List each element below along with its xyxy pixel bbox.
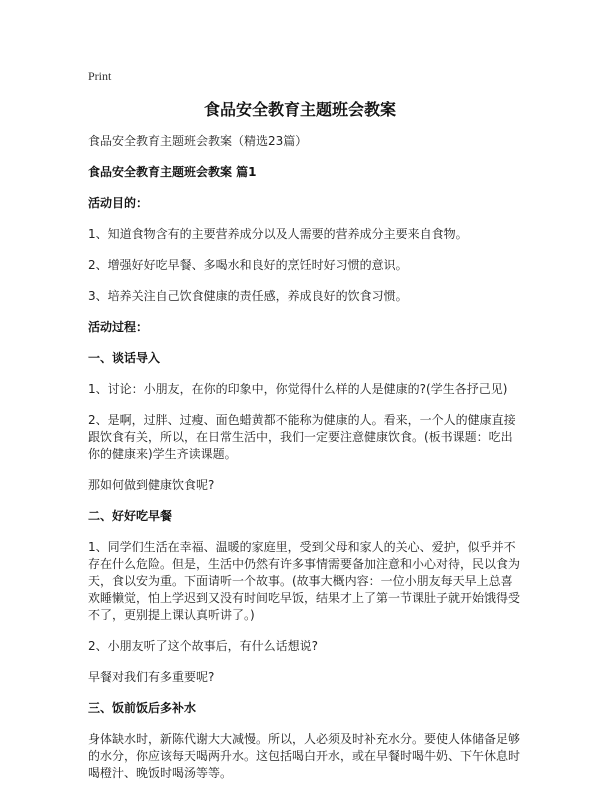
paragraph: 1、讨论：小朋友，在你的印象中，你觉得什么样的人是健康的?(学生各抒己见) <box>88 382 508 396</box>
goals-heading: 活动目的： <box>88 196 149 210</box>
paragraph: 早餐对我们有多重要呢? <box>88 670 215 684</box>
paragraph: 那如何做到健康饮食呢? <box>88 478 215 492</box>
paragraph: 2、是啊，过胖、过瘦、面色蜡黄都不能称为健康的人。看来，一个人的健康直接跟饮食有关，所以，在日常生活中，我们一定要注意健康饮食。(板书课题：吃出你的健康来)学生齐读课题。 <box>88 413 516 461</box>
paragraph: 2、小朋友听了这个故事后，有什么话想说? <box>88 639 319 653</box>
part1-heading: 一、谈话导入 <box>88 351 161 365</box>
part3-heading: 三、饭前饭后多补水 <box>88 701 197 715</box>
document-body <box>88 133 522 796</box>
page-title: 食品安全教育主题班会教案 <box>203 100 396 119</box>
section-title: 食品安全教育主题班会教案 篇1 <box>88 165 257 179</box>
print-link[interactable]: Print <box>88 69 112 83</box>
paragraph: 1、同学们生活在幸福、温暖的家庭里，受到父母和家人的关心、爱护，似乎并不存在什么危险。但是，生活中仍然有许多事情需要备加注意和小心对待，民以食为天，食以安为重。下面请听一个故事。(故事大概内容：一位小朋友每天早上总喜欢睡懒觉，怕上学迟到又没有时间吃早饭，结果才上了第一节课肚子就开始饿得受不了，更别提上课认真听讲了。) <box>88 540 521 622</box>
goal-item: 1、知道食物含有的主要营养成分以及人需要的营养成分主要来自食物。 <box>88 227 468 241</box>
goal-item: 2、增强好好吃早餐、多喝水和良好的烹饪时好习惯的意识。 <box>88 258 408 272</box>
part2-heading: 二、好好吃早餐 <box>88 509 173 523</box>
goal-item: 3、培养关注自己饮食健康的责任感，养成良好的饮食习惯。 <box>88 289 408 303</box>
paragraph: 身体缺水时，新陈代谢大大减慢。所以，人必须及时补充水分。要使人体储备足够的水分，你应该每天喝两升水。这包括喝白开水，或在早餐时喝牛奶、下午休息时喝橙汁、晚饭时喝汤等等。 <box>88 732 521 780</box>
subtitle: 食品安全教育主题班会教案（精选23篇） <box>88 134 308 148</box>
process-heading: 活动过程： <box>88 320 149 334</box>
